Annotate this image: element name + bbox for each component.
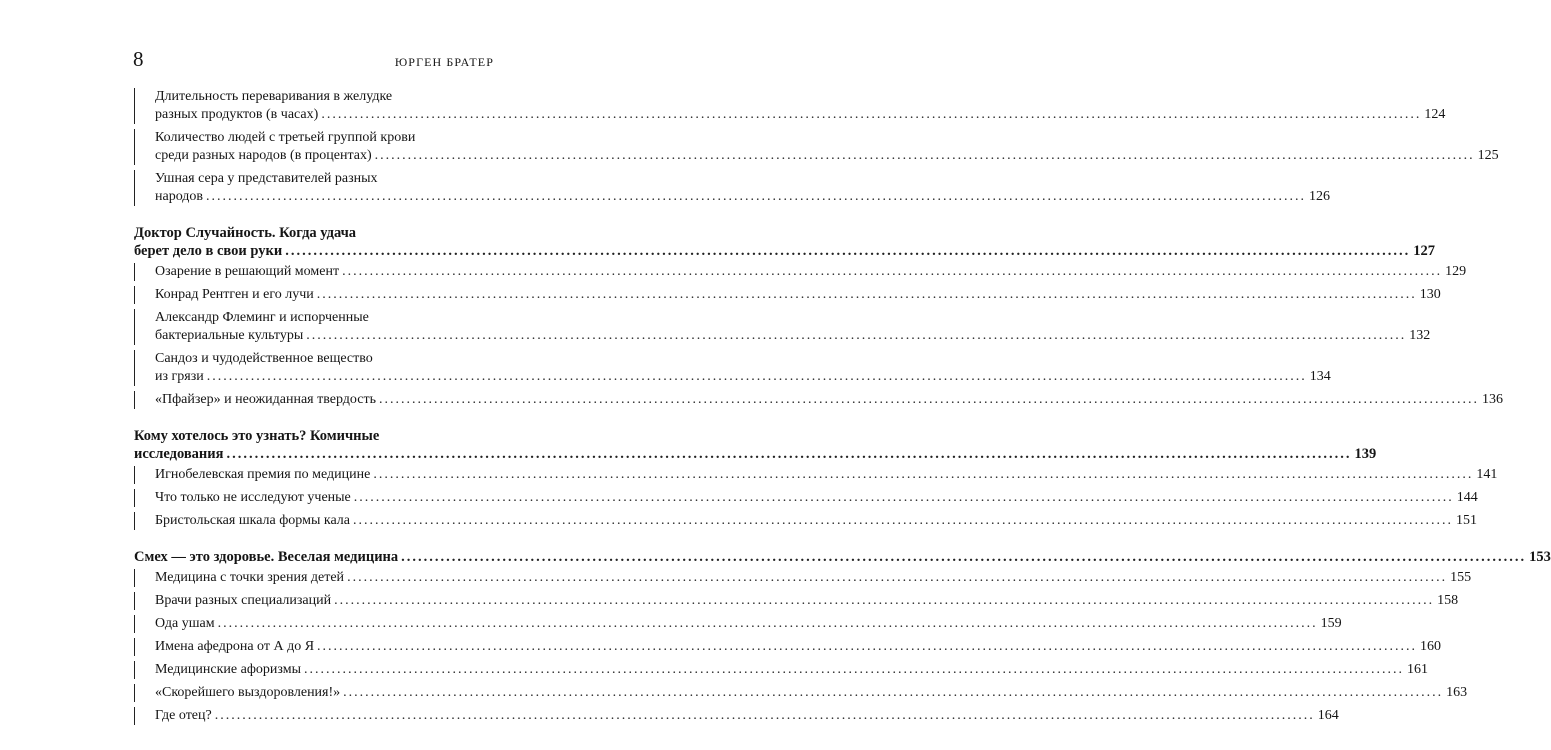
- dot-leader: ........................................................................................................................................................................................................: [347, 570, 1448, 585]
- toc-entry-title: из грязи: [155, 369, 204, 384]
- toc-entry: [134, 286, 1441, 304]
- toc-entry-title-line1: Количество людей с третьей группой крови: [155, 130, 416, 145]
- section-heading-line: [134, 445, 1377, 463]
- toc-entry-page: 159: [1320, 616, 1342, 631]
- toc-entry-line: [155, 489, 1478, 507]
- section-heading-page: 139: [1354, 446, 1377, 462]
- dot-leader: ........................................................................................................................................................................................................: [334, 593, 1435, 608]
- dot-leader: ........................................................................................................................................................................................................: [352, 513, 1453, 528]
- toc-entry-line: [155, 147, 1499, 165]
- dot-leader: ........................................................................................................................................................................................................: [206, 189, 1307, 204]
- toc-section: [134, 548, 1551, 725]
- dot-leader: ........................................................................................................................................................................................................: [401, 549, 1527, 565]
- dot-leader: ........................................................................................................................................................................................................: [306, 328, 1407, 343]
- toc-entry-line: [155, 368, 1331, 386]
- dot-leader: ........................................................................................................................................................................................................: [226, 446, 1352, 462]
- toc-entry: [134, 350, 1331, 386]
- toc-entry-page: 129: [1445, 264, 1467, 279]
- toc-entry-title: Где отец?: [155, 708, 212, 723]
- toc-entry-line: [155, 684, 1468, 702]
- section-heading-title: берет дело в свои руки: [134, 243, 283, 259]
- section-heading: [134, 427, 1377, 463]
- toc-entry-title: Медицинские афоризмы: [155, 662, 301, 677]
- toc-entry-line: [155, 263, 1467, 281]
- table-of-contents: [134, 88, 1551, 743]
- toc-entry-title: Медицина с точки зрения детей: [155, 570, 345, 585]
- toc-entry-title: среди разных народов (в процентах): [155, 148, 372, 163]
- toc-entry-page: 126: [1309, 189, 1331, 204]
- toc-entry-page: 124: [1424, 107, 1446, 122]
- dot-leader: ........................................................................................................................................................................................................: [285, 243, 1411, 259]
- toc-entry-title: бактериальные культуры: [155, 328, 304, 343]
- dot-leader: ........................................................................................................................................................................................................: [303, 662, 1404, 677]
- toc-entry-line: [155, 569, 1472, 587]
- toc-entry-line: [155, 615, 1342, 633]
- toc-entry-page: 130: [1419, 287, 1441, 302]
- toc-section: [134, 88, 1499, 206]
- dot-leader: ........................................................................................................................................................................................................: [214, 708, 1315, 723]
- toc-entry-title-line1: Александр Флеминг и испорченные: [155, 310, 369, 325]
- toc-entry: [134, 391, 1503, 409]
- toc-entry-title: Конрад Рентген и его лучи: [155, 287, 314, 302]
- toc-entry-title: Ода ушам: [155, 616, 215, 631]
- toc-entry: [134, 569, 1472, 587]
- toc-entry-title: Что только не исследуют ученые: [155, 490, 351, 505]
- toc-entry-page: 158: [1437, 593, 1459, 608]
- dot-leader: ........................................................................................................................................................................................................: [317, 639, 1418, 654]
- toc-entry: [134, 129, 1499, 165]
- section-heading-line: [134, 242, 1435, 260]
- dot-leader: ........................................................................................................................................................................................................: [217, 616, 1318, 631]
- section-heading: [134, 548, 1551, 566]
- toc-entry: [134, 466, 1498, 484]
- toc-entry-line: [155, 661, 1428, 679]
- toc-entry-title: Озарение в решающий момент: [155, 264, 340, 279]
- dot-leader: ........................................................................................................................................................................................................: [342, 264, 1443, 279]
- toc-entry: [134, 592, 1459, 610]
- section-heading-page: 127: [1413, 243, 1435, 259]
- toc-entry-page: 136: [1482, 392, 1503, 407]
- toc-entry-line: [155, 592, 1459, 610]
- toc-entry-page: 160: [1420, 639, 1442, 654]
- toc-entry-title: «Пфайзер» и неожиданная твердость: [155, 392, 376, 407]
- toc-entry-page: 161: [1406, 662, 1428, 677]
- dot-leader: ........................................................................................................................................................................................................: [379, 392, 1479, 407]
- toc-section: [134, 427, 1498, 530]
- section-heading-line: [134, 548, 1551, 566]
- toc-entry-title: народов: [155, 189, 204, 204]
- toc-entry: [134, 661, 1428, 679]
- toc-entry-page: 132: [1409, 328, 1431, 343]
- toc-entry-title-line1: Сандоз и чудодейственное вещество: [155, 351, 373, 366]
- toc-entry-title: разных продуктов (в часах): [155, 107, 319, 122]
- toc-entry-page: 125: [1477, 148, 1499, 163]
- dot-leader: ........................................................................................................................................................................................................: [374, 148, 1475, 163]
- toc-entry-title-line1: Длительность переваривания в желудке: [155, 89, 393, 104]
- toc-entry-title: «Скорейшего выздоровления!»: [155, 685, 341, 700]
- toc-entry-title: Врачи разных специализаций: [155, 593, 332, 608]
- toc-entry-line: [155, 466, 1498, 484]
- toc-entry: [134, 309, 1431, 345]
- toc-entry: [134, 263, 1467, 281]
- toc-entry-page: 134: [1309, 369, 1331, 384]
- toc-entry-line: [155, 286, 1441, 304]
- toc-entry-line: [155, 327, 1431, 345]
- toc-entry-title: Имена афедрона от А до Я: [155, 639, 315, 654]
- toc-entry: [134, 88, 1446, 124]
- toc-entry: [134, 638, 1442, 656]
- toc-entry-line: [155, 106, 1446, 124]
- dot-leader: ........................................................................................................................................................................................................: [316, 287, 1417, 302]
- dot-leader: ........................................................................................................................................................................................................: [353, 490, 1454, 505]
- toc-entry-page: 151: [1455, 513, 1477, 528]
- toc-entry: [134, 684, 1468, 702]
- section-heading-title-line1: Доктор Случайность. Когда удача: [134, 225, 357, 241]
- toc-entry: [134, 615, 1342, 633]
- toc-entry-line: [155, 638, 1442, 656]
- section-heading-page: 153: [1529, 549, 1551, 565]
- toc-entry: [134, 489, 1478, 507]
- toc-entry-page: 163: [1446, 685, 1468, 700]
- toc-entry-line: [155, 188, 1331, 206]
- toc-entry-page: 144: [1456, 490, 1478, 505]
- dot-leader: ........................................................................................................................................................................................................: [321, 107, 1422, 122]
- toc-entry-title-line1: Ушная сера у представителей разных: [155, 171, 378, 186]
- section-heading: [134, 224, 1435, 260]
- toc-entry: [134, 512, 1477, 530]
- toc-entry-page: 164: [1317, 708, 1339, 723]
- toc-entry: [134, 170, 1331, 206]
- toc-section: [134, 224, 1503, 409]
- toc-entry-line: [155, 512, 1477, 530]
- toc-entry-title: Игнобелевская премия по медицине: [155, 467, 371, 482]
- running-head: ЮРГЕН БРАТЕР: [394, 55, 494, 69]
- toc-entry-line: [155, 707, 1339, 725]
- page-number: 8: [133, 47, 144, 71]
- dot-leader: ........................................................................................................................................................................................................: [373, 467, 1474, 482]
- toc-entry-page: 155: [1450, 570, 1472, 585]
- section-heading-title-line1: Кому хотелось это узнать? Комичные: [134, 428, 380, 444]
- dot-leader: ........................................................................................................................................................................................................: [343, 685, 1444, 700]
- toc-entry: [134, 707, 1339, 725]
- dot-leader: ........................................................................................................................................................................................................: [206, 369, 1307, 384]
- toc-entry-page: 141: [1476, 467, 1498, 482]
- section-heading-title: Смех — это здоровье. Веселая медицина: [134, 549, 399, 565]
- toc-entry-line: [155, 391, 1503, 409]
- toc-entry-title: Бристольская шкала формы кала: [155, 513, 350, 528]
- section-heading-title: исследования: [134, 446, 224, 462]
